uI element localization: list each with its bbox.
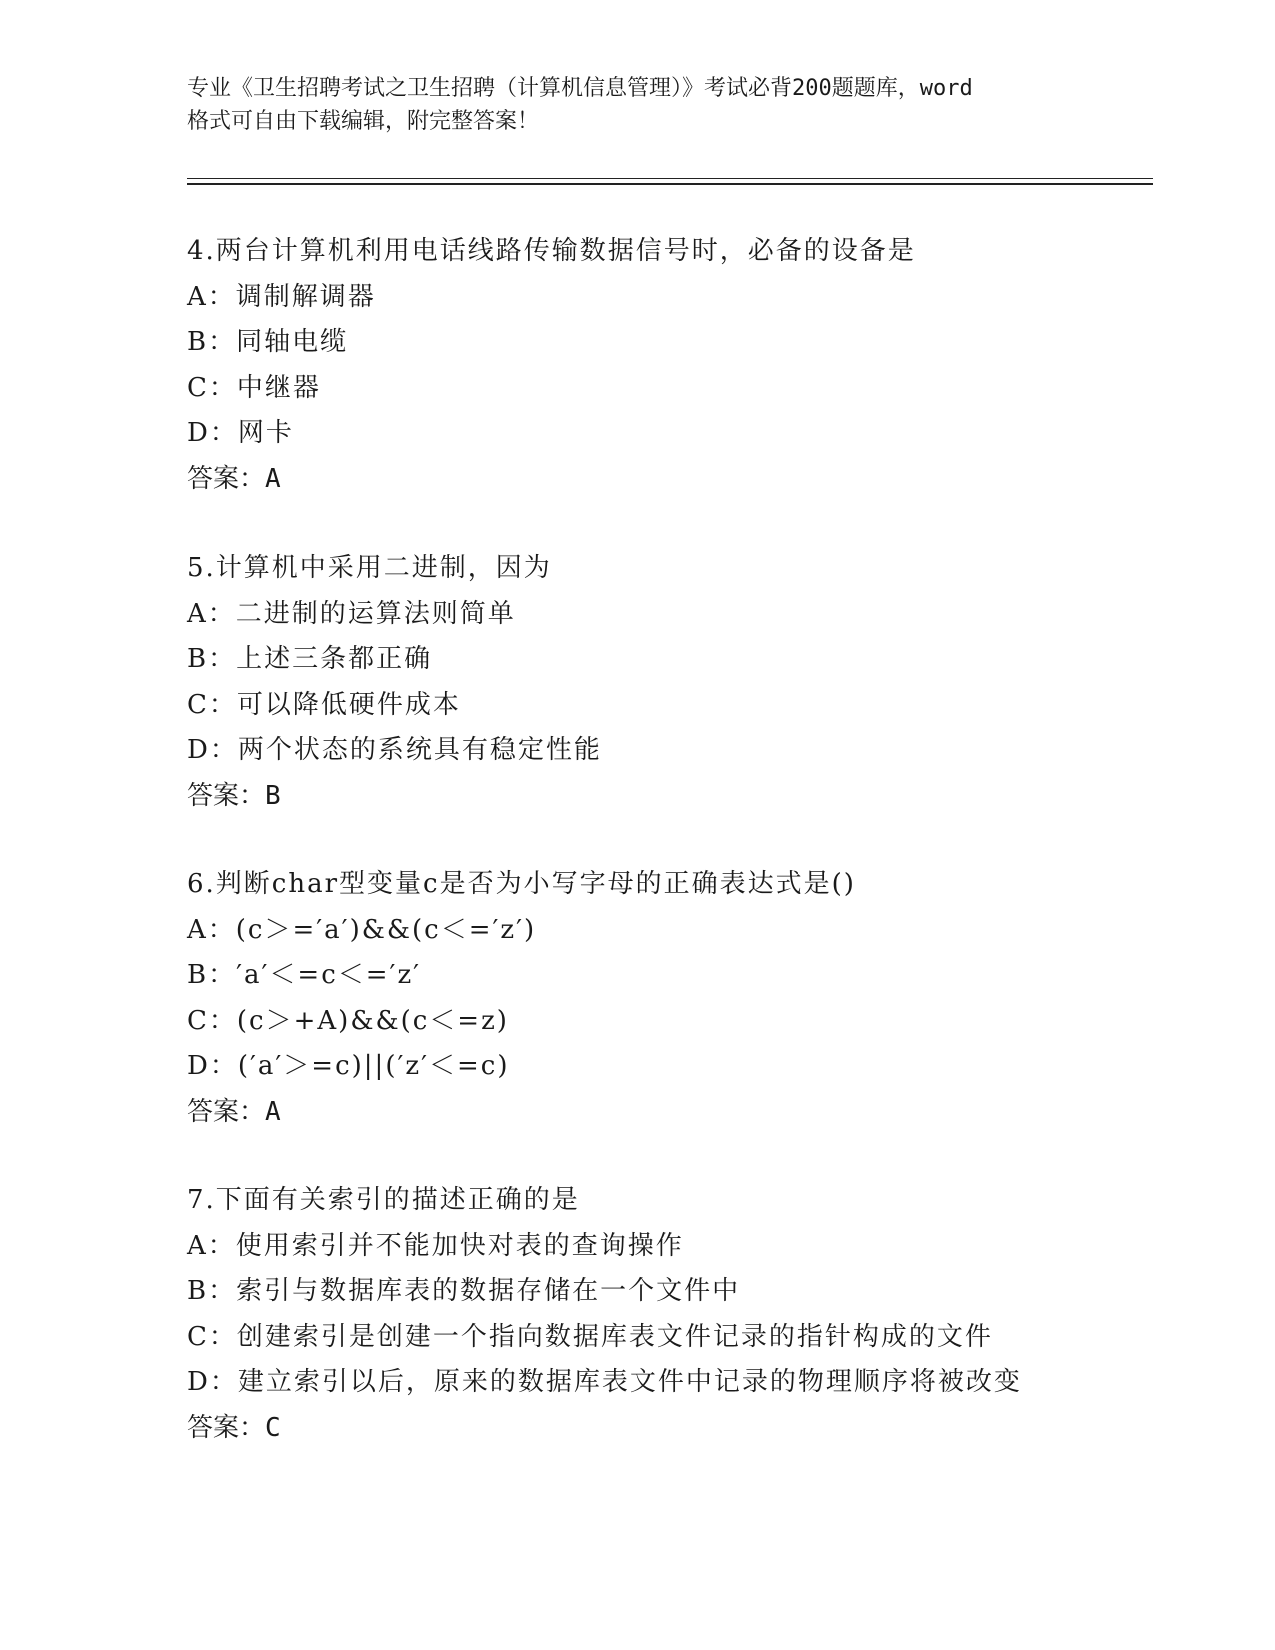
option-text: 索引与数据库表的数据存储在一个文件中 [236,1276,741,1306]
option-key: B： [187,1276,237,1306]
option-key: D： [187,1051,238,1081]
option-key: C： [187,689,237,720]
question-block [187,229,1147,502]
question-option [187,275,1147,321]
document-header [187,72,1087,138]
question-block [187,1178,1147,1451]
option-key: D： [187,735,238,765]
option-text: 创建索引是创建一个指向数据库表文件记录的指针构成的文件 [236,1321,993,1352]
option-key: C： [187,1321,237,1352]
question-option [187,320,1147,366]
question-title: 4.两台计算机利用电话线路传输数据信号时，必备的设备是 [187,236,916,266]
option-text: 两个状态的系统具有稳定性能 [237,735,602,765]
question-option [187,1044,1147,1090]
question-option [187,728,1147,774]
option-key: D： [187,1367,238,1397]
option-key: B： [187,960,237,990]
question-title: 6.判断char型变量c是否为小写字母的正确表达式是() [187,869,856,899]
question-option [187,953,1147,999]
question-option [187,592,1147,638]
question-option [187,1269,1147,1315]
option-key: A： [187,914,236,945]
option-key: A： [187,1230,236,1261]
question-option [187,908,1147,954]
option-key: C： [187,1005,237,1036]
question-option [187,1315,1147,1361]
question-option [187,1224,1147,1270]
question-title: 7.下面有关索引的描述正确的是 [187,1185,580,1215]
option-key: D： [187,418,238,448]
question-option [187,366,1147,412]
header-divider-top [187,178,1153,179]
question-block [187,862,1147,1135]
question-option [187,1360,1147,1406]
option-key: B： [187,644,237,674]
option-text: 使用索引并不能加快对表的查询操作 [235,1230,684,1261]
question-answer: 答案：A [187,463,281,494]
option-text: (′a′＞=c)||(′z′＜=c) [237,1051,510,1081]
option-text: ′a′＜=c＜=′z′ [236,960,422,990]
option-key: A： [187,281,236,312]
header-line-1: 专业《卫生招聘考试之卫生招聘（计算机信息管理）》考试必背200题题库，word [187,76,973,101]
option-text: 中继器 [236,372,321,403]
question-answer: 答案：C [187,1412,281,1443]
option-text: 调制解调器 [235,281,376,312]
header-line-2: 格式可自由下载编辑，附完整答案！ [187,109,540,134]
question-answer: 答案：B [187,780,281,811]
question-option [187,683,1147,729]
option-text: (c＞+A)&&(c＜=z) [236,1005,509,1036]
question-title: 5.计算机中采用二进制，因为 [187,553,552,583]
option-text: 同轴电缆 [236,327,349,357]
option-text: 建立索引以后，原来的数据库表文件中记录的物理顺序将被改变 [237,1367,1022,1397]
option-text: 可以降低硬件成本 [236,689,461,720]
question-option [187,637,1147,683]
question-option [187,411,1147,457]
question-option [187,999,1147,1045]
question-answer: 答案：A [187,1096,281,1127]
option-text: 上述三条都正确 [236,644,433,674]
option-text: (c＞=′a′)&&(c＜=′z′) [235,914,537,945]
question-block [187,546,1147,819]
option-text: 二进制的运算法则简单 [235,598,516,629]
option-key: C： [187,372,237,403]
option-key: B： [187,327,237,357]
header-divider-bottom [187,183,1153,185]
option-text: 网卡 [237,418,294,448]
option-key: A： [187,598,236,629]
